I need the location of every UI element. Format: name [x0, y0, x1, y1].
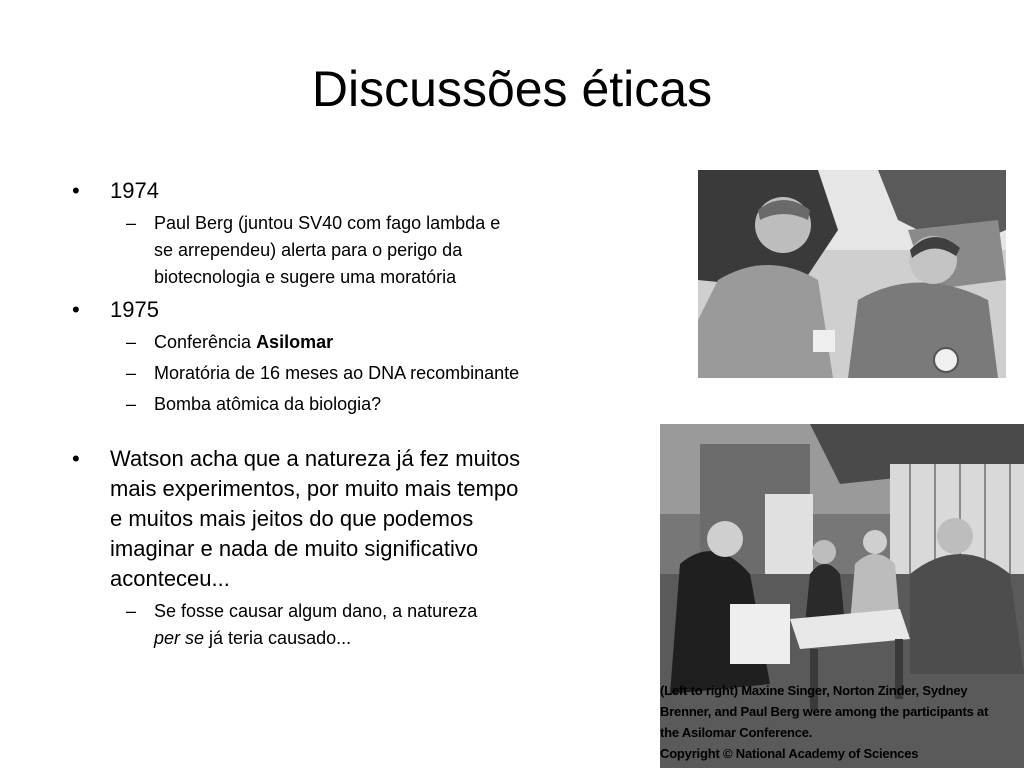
- bullet-watson: • Watson acha que a natureza já fez muitos mais experimentos, por muito mais tempo e muitos mais jeitos do que podemos imaginar e nada de muito significativo aconteceu...: [72, 446, 521, 591]
- bullet-1974: [72, 176, 652, 206]
- bullet-label: 1974: [110, 178, 159, 203]
- bullet-dot: •: [72, 178, 80, 203]
- bullet-1975: [72, 295, 652, 325]
- sub-bullet-moratoria: – Moratória de 16 meses ao DNA recombinante: [72, 360, 652, 387]
- slide-title: Discussões éticas: [311, 61, 713, 117]
- dash: –: [126, 601, 137, 621]
- photo-berg-conversation: [698, 170, 1006, 378]
- sub-bullet-paul-berg: – Paul Berg (juntou SV40 com fago lambda e se arrependeu) alerta para o perigo da biotecnologia e sugere uma moratória: [72, 210, 652, 291]
- sub-bullet-natureza: – Se fosse causar algum dano, a natureza per se já teria causado...: [72, 598, 652, 652]
- bullet-dot: •: [72, 446, 80, 471]
- bullet-dot: •: [72, 297, 80, 322]
- bullet-label: 1975: [110, 297, 159, 322]
- sub-bullet-asilomar: – Conferência Asilomar: [72, 329, 652, 356]
- dash: –: [126, 332, 137, 352]
- dash: –: [126, 363, 137, 383]
- per-se-italic: per se: [154, 628, 205, 648]
- asilomar-bold: Asilomar: [256, 332, 334, 352]
- sub-bullet-bomba: – Bomba atômica da biologia?: [72, 391, 652, 418]
- bullet-list: [72, 176, 652, 652]
- dash: –: [126, 394, 137, 414]
- photo-caption: (Left to right) Maxine Singer, Norton Zinder, Sydney Brenner, and Paul Berg were among the participants at the Asilomar Conference. Copyright © National Academy of Sciences: [660, 683, 989, 761]
- dash: –: [126, 213, 137, 233]
